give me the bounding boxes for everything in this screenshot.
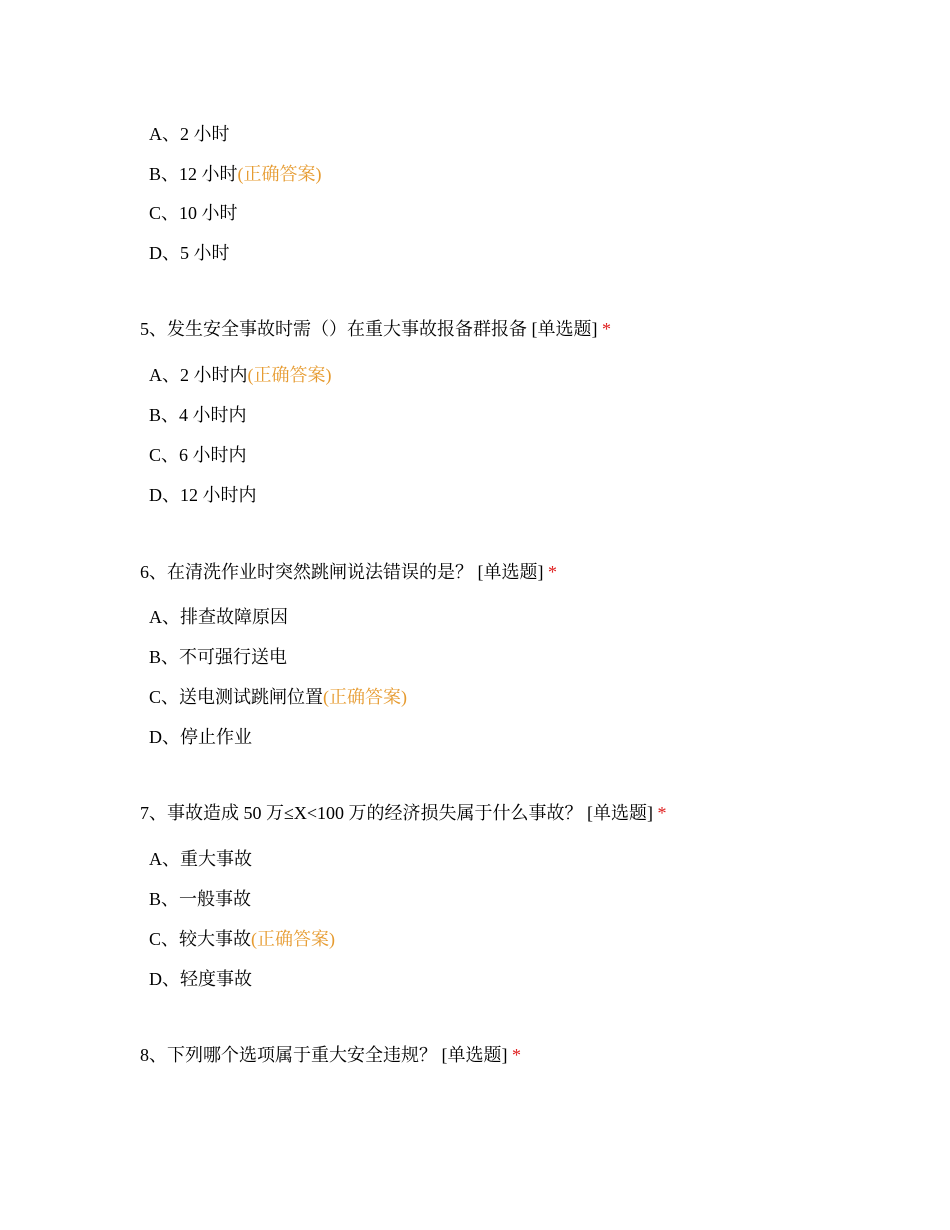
option-label: B、4 小时内 [149,405,247,425]
correct-answer-tag: (正确答案) [251,929,336,949]
option-q4-a [149,123,230,145]
option-q6-b [149,646,287,668]
required-marker: * [602,319,611,339]
correct-answer-tag: (正确答案) [237,164,322,184]
question-text: 5、发生安全事故时需（）在重大事故报备群报备 [单选题] [140,319,598,339]
option-q4-b [149,163,322,185]
option-q5-a [149,364,332,386]
option-q6-d [149,726,252,748]
option-q7-b [149,888,251,910]
option-q5-d [149,484,257,506]
option-q7-d [149,968,252,990]
option-label: D、停止作业 [149,727,252,747]
question-6-title [140,561,557,583]
option-q5-b [149,404,247,426]
option-label: D、12 小时内 [149,485,257,505]
option-q5-c [149,444,247,466]
required-marker: * [548,562,557,582]
correct-answer-tag: (正确答案) [323,687,408,707]
question-text: 6、在清洗作业时突然跳闸说法错误的是？ [单选题] [140,562,544,582]
option-label: B、12 小时 [149,164,238,184]
option-q7-a [149,848,252,870]
option-label: A、排查故障原因 [149,607,288,627]
correct-answer-tag: (正确答案) [247,365,332,385]
option-q4-c [149,202,238,224]
option-label: C、10 小时 [149,203,238,223]
option-label: C、6 小时内 [149,445,247,465]
option-label: B、不可强行送电 [149,647,288,667]
option-label: A、重大事故 [149,849,252,869]
required-marker: * [657,803,667,823]
question-7-title [140,802,667,824]
option-label: D、5 小时 [149,243,230,263]
option-q6-c [149,686,407,708]
option-q4-d [149,242,230,264]
question-text: 8、下列哪个选项属于重大安全违规？ [单选题] [140,1045,508,1065]
option-label: A、2 小时内 [149,365,248,385]
option-label: A、2 小时 [149,124,230,144]
option-label: C、较大事故 [149,929,252,949]
question-text: 7、事故造成 50 万≤X<100 万的经济损失属于什么事故？ [单选题] [140,803,654,823]
question-5-title [140,318,611,340]
option-q7-c [149,928,335,950]
option-label: D、轻度事故 [149,969,252,989]
option-q6-a [149,606,288,628]
option-label: C、送电测试跳闸位置 [149,687,324,707]
required-marker: * [512,1045,521,1065]
option-label: B、一般事故 [149,889,252,909]
question-8-title [140,1044,521,1066]
